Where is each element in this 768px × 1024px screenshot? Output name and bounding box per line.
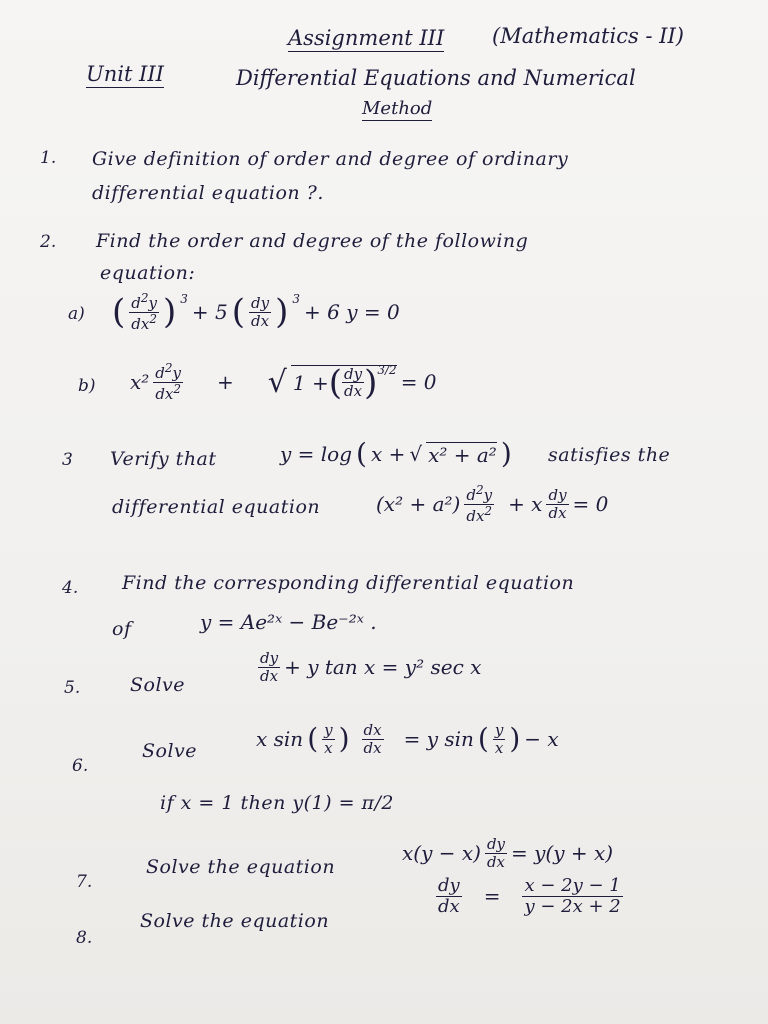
question-7-word: Solve the equation [146, 856, 336, 878]
eq-6-lhs: x sin [256, 727, 304, 751]
eq-8-num: x − 2y − 1 [524, 875, 621, 896]
question-6-word: Solve [142, 740, 198, 762]
eq-2b-eq0: = 0 [400, 370, 437, 394]
eq-2a-plus5: + 5 [191, 300, 228, 324]
question-number: 5. [64, 678, 81, 698]
part-a-label: a) [68, 304, 85, 324]
equation-8: $\frac{dy}{dx}$ = $\frac{x - 2y - 1}{y - 2x + 2}$ [438, 875, 621, 917]
eq-3-inner: x + [370, 442, 406, 466]
question-number: 8. [76, 928, 93, 948]
question-1-line-1: Give definition of order and degree of ordinary [92, 148, 569, 170]
question-1-line-2: differential equation ?. [92, 182, 324, 204]
equation-3-y: y = log ( x + √ x² + a² ) [280, 437, 512, 470]
question-number: 6. [72, 756, 89, 776]
eq-2a-tail: + 6 y = 0 [304, 300, 400, 324]
eq-3-lhs: (x² + a²) [376, 492, 461, 516]
question-number: 4. [62, 578, 79, 598]
question-number: 2. [40, 232, 57, 252]
equation-3-de: (x² + a²) $\frac{d^2y}{dx^2}$ + x $\frac{dy}{dx}$ = 0 [376, 483, 609, 525]
unit-label: Unit III [86, 62, 164, 86]
equation-6: x sin ( $\frac{y}{x}$ ) $\frac{dx}{dx}$ = y sin ( $\frac{y}{x}$ ) − x [256, 721, 559, 757]
question-6-condition: if x = 1 then y(1) = π/2 [160, 792, 395, 814]
eq-7-lhs: x(y − x) [402, 841, 481, 865]
eq-7-rhs: = y(y + x) [511, 841, 614, 865]
question-8-word: Solve the equation [140, 910, 330, 932]
question-number: 7. [76, 872, 93, 892]
eq-3-eq0: = 0 [572, 492, 609, 516]
question-number: 1. [40, 148, 57, 168]
eq-5-mid: + y tan x = y² sec x [284, 655, 482, 679]
eq-8-den: y − 2x + 2 [524, 895, 621, 917]
part-b-label: b) [78, 376, 96, 396]
question-2-line-2: equation: [100, 262, 196, 284]
eq-2b-x2: x² [130, 370, 150, 394]
question-4-line-1: Find the corresponding differential equation [122, 572, 575, 594]
eq-3-root: x² + a² [428, 442, 497, 467]
eq-2b-one: 1 + [292, 370, 329, 395]
question-3-line-2: differential equation [112, 496, 321, 518]
eq-6-tail: − x [524, 727, 559, 751]
eq-6-eq: = y sin [403, 727, 474, 751]
subject-label: (Mathematics - II) [492, 24, 684, 48]
question-4-of: of [112, 618, 132, 640]
question-number: 3 [62, 450, 73, 470]
assignment-title: Assignment III [288, 26, 445, 50]
topic-line-1: Differential Equations and Numerical [236, 66, 636, 90]
question-2-line-1: Find the order and degree of the following [96, 230, 529, 252]
eq-3-y: y = log [280, 442, 353, 466]
equation-4: y = Ae²ˣ − Be⁻²ˣ . [200, 610, 377, 634]
question-5-word: Solve [130, 674, 186, 696]
eq-8-eq: = [483, 884, 501, 909]
eq-2b-plus: + [217, 370, 234, 394]
equation-7: x(y − x) $\frac{dy}{dx}$ = y(y + x) [402, 835, 614, 871]
equation-5: $\frac{dy}{dx}$ + y tan x = y² sec x [260, 649, 482, 685]
eq-3-plus: + x [508, 492, 543, 516]
equation-2a: ( $\frac{d^2y}{dx^2}$ ) $^3$ + 5 ( $\frac{dy}{dx}$ ) $^3$ + 6 y = 0 [112, 291, 400, 333]
equation-2b: x² $\frac{d^2y}{dx^2}$ + √ 1 + ( $\frac{dy}{dx}$ ) $^{3/2}$ = 0 [130, 361, 437, 403]
question-3-post: satisfies the [548, 444, 671, 466]
question-3-pre: Verify that [110, 448, 217, 470]
topic-line-2: Method [362, 98, 433, 119]
